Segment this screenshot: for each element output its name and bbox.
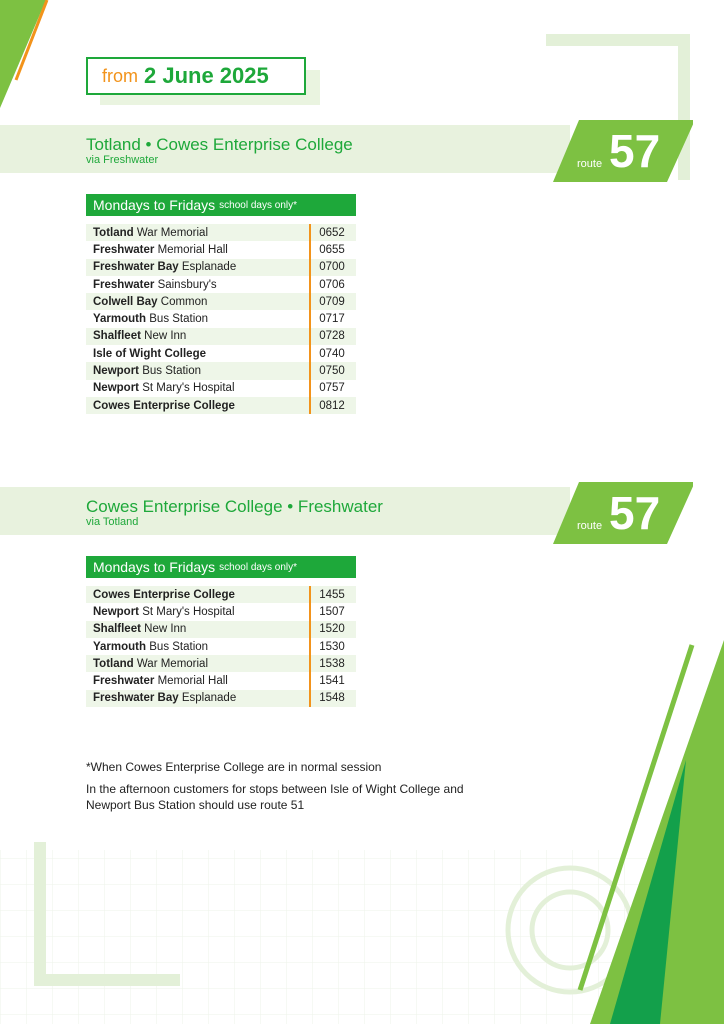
column-divider xyxy=(309,224,311,414)
stop-place: Colwell Bay xyxy=(93,295,158,308)
stop-detail: Esplanade xyxy=(181,261,237,274)
stop-place: Newport xyxy=(93,365,139,378)
stop-name xyxy=(86,244,308,256)
departure-time: 0706 xyxy=(319,278,345,291)
stop-detail: Esplanade xyxy=(181,692,237,705)
stop-name xyxy=(86,279,308,291)
timetable xyxy=(86,586,356,707)
departure-time: 0717 xyxy=(319,313,345,326)
stop-name xyxy=(86,675,308,687)
stop-name xyxy=(86,623,308,635)
stop-detail: Common xyxy=(160,295,208,308)
stop-detail: Memorial Hall xyxy=(157,675,228,688)
departure-time: 0750 xyxy=(319,365,345,378)
stop-name xyxy=(86,692,308,704)
effective-date-box xyxy=(86,57,306,95)
timetable xyxy=(86,224,356,414)
timetable-row xyxy=(86,690,356,707)
stop-name xyxy=(86,348,308,360)
stop-name xyxy=(86,400,308,412)
day-label: Mondays to Fridays xyxy=(93,559,216,575)
note: In the afternoon customers for stops between Isle of Wight College and Newport Bus Station should use route 51 xyxy=(86,782,464,812)
stop-place: Shalfleet xyxy=(93,623,141,636)
timetable-row xyxy=(86,241,356,258)
departure-time: 0728 xyxy=(319,330,345,343)
timetable-row xyxy=(86,224,356,241)
timetable-header xyxy=(86,556,356,578)
stop-name xyxy=(86,261,308,273)
departure-time: 1538 xyxy=(319,657,345,670)
stop-place: Cowes Enterprise College xyxy=(93,588,235,601)
departure-time: 1530 xyxy=(319,640,345,653)
stop-detail: Bus Station xyxy=(149,640,209,653)
stop-place: Shalfleet xyxy=(93,330,141,343)
timetable-row xyxy=(86,362,356,379)
route-number: 57 xyxy=(609,487,661,539)
departure-time: 0700 xyxy=(319,261,345,274)
timetable-row xyxy=(86,276,356,293)
route-number: 57 xyxy=(609,125,661,177)
stop-place: Freshwater xyxy=(93,243,155,256)
departure-time: 0652 xyxy=(319,226,345,239)
stop-detail: Bus Station xyxy=(142,365,202,378)
footnote: *When Cowes Enterprise College are in normal session xyxy=(86,760,382,774)
stop-detail: War Memorial xyxy=(136,226,209,239)
from-label: from xyxy=(102,65,138,86)
route-via: via Freshwater xyxy=(86,154,159,166)
stop-name xyxy=(86,658,308,670)
stop-place: Yarmouth xyxy=(93,640,147,653)
timetable-row xyxy=(86,259,356,276)
timetable-header xyxy=(86,194,356,216)
departure-time: 1548 xyxy=(319,692,345,705)
departure-time: 0740 xyxy=(319,347,345,360)
route-word: route xyxy=(577,520,603,532)
stop-detail: War Memorial xyxy=(136,657,209,670)
departure-time: 1520 xyxy=(319,623,345,636)
route-via: via Totland xyxy=(86,516,139,528)
timetable-row xyxy=(86,586,356,603)
stop-detail: Sainsbury's xyxy=(157,278,217,291)
timetable-row xyxy=(86,672,356,689)
stop-detail: New Inn xyxy=(144,623,187,636)
route-badge xyxy=(553,482,693,546)
stop-place: Newport xyxy=(93,605,139,618)
stop-place: Freshwater Bay xyxy=(93,692,179,705)
stop-place: Freshwater xyxy=(93,278,155,291)
stop-detail: St Mary's Hospital xyxy=(142,382,235,395)
stop-place: Newport xyxy=(93,382,139,395)
stop-detail: New Inn xyxy=(144,330,187,343)
effective-date: 2 June 2025 xyxy=(144,63,269,88)
stop-place: Isle of Wight College xyxy=(93,347,206,360)
route-word: route xyxy=(577,158,603,170)
stop-detail: Memorial Hall xyxy=(157,243,228,256)
stop-name xyxy=(86,589,308,601)
timetable-row xyxy=(86,621,356,638)
stop-place: Totland xyxy=(93,226,134,239)
stop-place: Totland xyxy=(93,657,134,670)
timetable-row xyxy=(86,603,356,620)
stop-name xyxy=(86,296,308,308)
timetable-row xyxy=(86,638,356,655)
route-title: Totland • Cowes Enterprise College xyxy=(86,135,353,154)
departure-time: 0709 xyxy=(319,295,345,308)
timetable-row xyxy=(86,310,356,327)
route-badge xyxy=(553,120,693,184)
departure-time: 0655 xyxy=(319,243,345,256)
stop-name xyxy=(86,641,308,653)
timetable-row xyxy=(86,380,356,397)
day-label: Mondays to Fridays xyxy=(93,197,216,213)
route-title: Cowes Enterprise College • Freshwater xyxy=(86,497,383,516)
timetable-row xyxy=(86,345,356,362)
departure-time: 0757 xyxy=(319,382,345,395)
stop-name xyxy=(86,382,308,394)
column-divider xyxy=(309,586,311,707)
stop-detail: Bus Station xyxy=(149,313,209,326)
timetable-row xyxy=(86,293,356,310)
stop-detail: St Mary's Hospital xyxy=(142,605,235,618)
timetable-row xyxy=(86,328,356,345)
day-qualifier: school days only* xyxy=(219,561,297,573)
stop-name xyxy=(86,365,308,377)
stop-name xyxy=(86,330,308,342)
departure-time: 1507 xyxy=(319,605,345,618)
day-qualifier: school days only* xyxy=(219,199,297,211)
stop-name xyxy=(86,606,308,618)
timetable-row xyxy=(86,397,356,414)
departure-time: 0812 xyxy=(319,399,345,412)
stop-place: Cowes Enterprise College xyxy=(93,399,235,412)
stop-place: Freshwater Bay xyxy=(93,261,179,274)
stop-name xyxy=(86,313,308,325)
timetable-row xyxy=(86,655,356,672)
stop-name xyxy=(86,227,308,239)
departure-time: 1455 xyxy=(319,588,345,601)
departure-time: 1541 xyxy=(319,675,345,688)
stop-place: Yarmouth xyxy=(93,313,147,326)
stop-place: Freshwater xyxy=(93,675,155,688)
